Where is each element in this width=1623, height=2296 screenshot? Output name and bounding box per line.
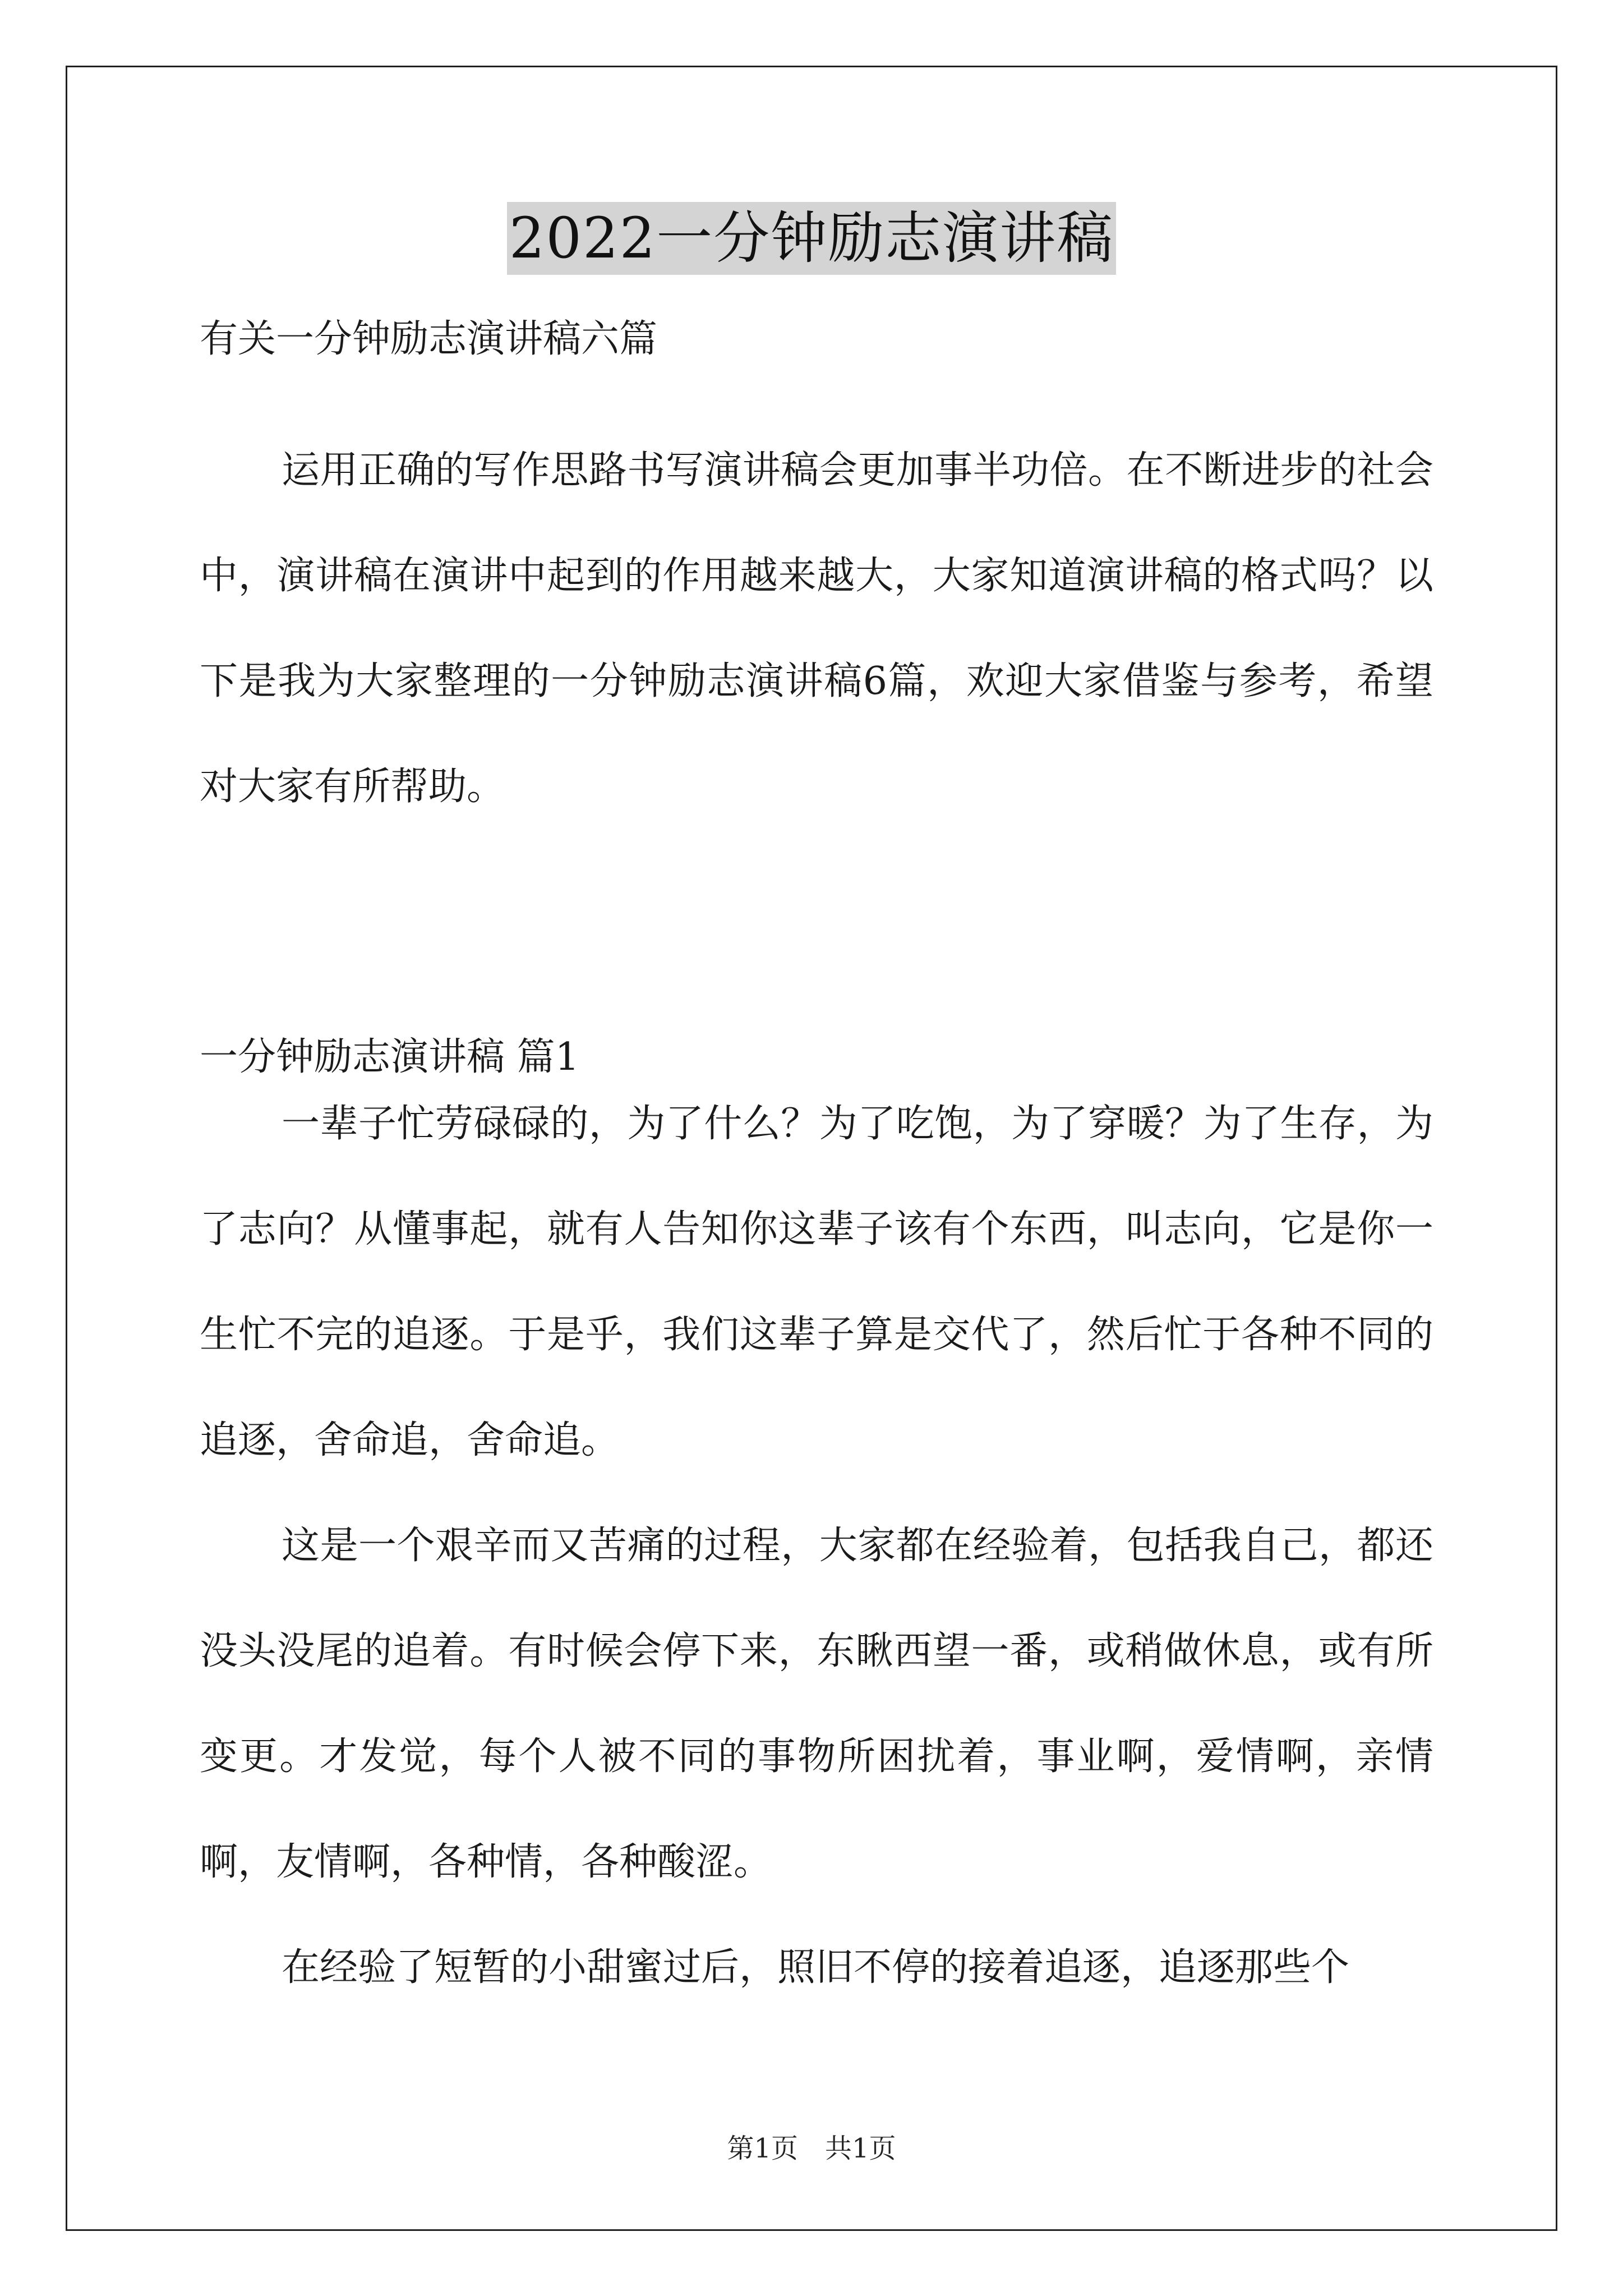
title-container: [0, 202, 1623, 275]
section-heading: 一分钟励志演讲稿 篇1: [200, 1035, 579, 1079]
body-paragraph: 一辈子忙劳碌碌的，为了什么？为了吃饱，为了穿暖？为了生存，为了志向？从懂事起，就有人告知你这辈子该有个东西，叫志向，它是你一生忙不完的追逐。于是乎，我们这辈子算是交代了，然后忙于各种不同的追逐，舍命追，舍命追。: [200, 1102, 1433, 1462]
document-subtitle: 有关一分钟励志演讲稿六篇: [200, 317, 658, 361]
intro-paragraph: 运用正确的写作思路书写演讲稿会更加事半功倍。在不断进步的社会中，演讲稿在演讲中起到的作用越来越大，大家知道演讲稿的格式吗？以下是我为大家整理的一分钟励志演讲稿6篇，欢迎大家借鉴与参考，希望对大家有所帮助。: [200, 448, 1433, 809]
page-footer: 第1页 共1页: [727, 2133, 896, 2164]
body-paragraph: 在经验了短暂的小甜蜜过后，照旧不停的接着追逐，追逐那些个: [282, 1945, 1350, 1990]
document-title: 2022一分钟励志演讲稿: [507, 202, 1117, 275]
body-paragraph: 这是一个艰辛而又苦痛的过程，大家都在经验着，包括我自己，都还没头没尾的追着。有时候会停下来，东瞅西望一番，或稍做休息，或有所变更。才发觉，每个人被不同的事物所困扰着，事业啊，爱情啊，亲情啊，友情啊，各种情，各种酸涩。: [200, 1524, 1433, 1884]
